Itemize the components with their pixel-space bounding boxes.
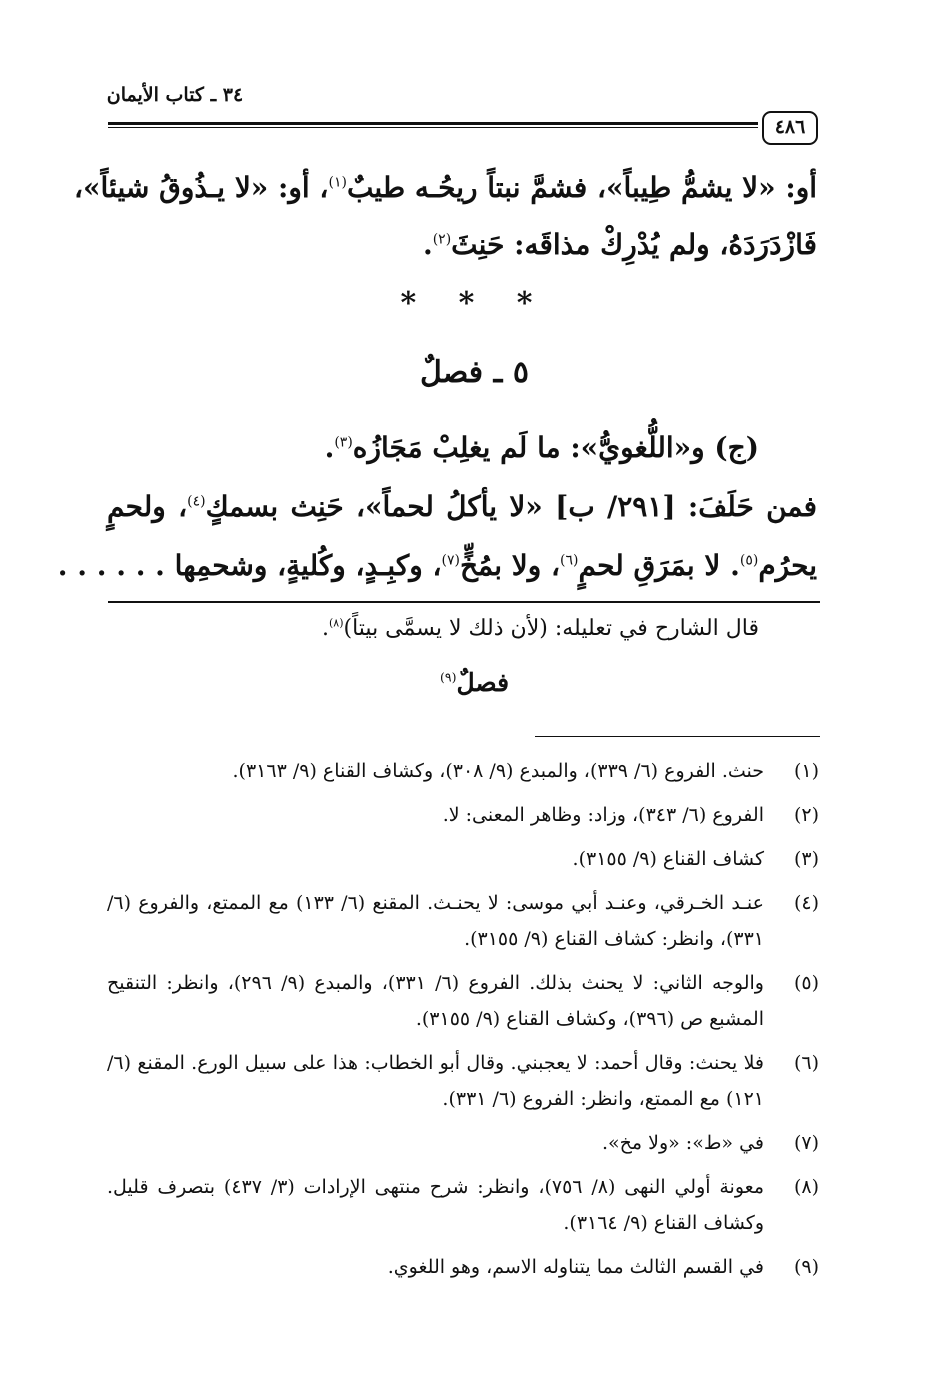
main-line-1 bbox=[73, 168, 817, 208]
footnote-item bbox=[107, 885, 819, 957]
sub-heading-text: فصلٌ bbox=[456, 668, 510, 697]
footnote-number: (٣) bbox=[793, 848, 819, 870]
main-line-3 bbox=[325, 428, 759, 468]
footnote-text: كشاف القناع (٩/ ٣١٥٥). bbox=[572, 848, 764, 870]
footnote-number: (٦) bbox=[793, 1052, 819, 1074]
footnote-ref: (١) bbox=[328, 174, 347, 191]
main-text: فمن حَلَفَ: [٢٩١/ ب] «لا يأكلُ لحماً»، حَنِث بسمكٍ bbox=[205, 490, 817, 523]
section-separator-stars: * * * bbox=[400, 286, 549, 321]
footnote-text: فلا يحنث: وقال أحمد: لا يعجبني. وقال أبو الخطاب: هذا على سبيل الورع. المقنع (٦/ ١٢١) مع الممتع، وانظر: الفروع (٦/ ٣٣١). bbox=[107, 1052, 764, 1110]
footnote-ref: (٢) bbox=[432, 231, 452, 248]
main-text: ، وكبِـدٍ، وكُليةٍ، وشحمِها . . . . . . bbox=[57, 549, 442, 582]
main-text: . bbox=[324, 431, 335, 464]
footnote-text: عنـد الخـرقي، وعنـد أبي موسى: لا يحنـث. المقنع (٦/ ١٣٣) مع الممتع، والفروع (٦/ ٣٣١)، وانظر: كشاف القناع (٩/ ٣١٥٥). bbox=[107, 892, 764, 950]
main-line-2 bbox=[423, 225, 817, 265]
footnote-ref: (٥) bbox=[739, 552, 759, 569]
footnote-item bbox=[107, 841, 819, 877]
footnote-item bbox=[107, 1045, 819, 1117]
commentary-text: . bbox=[321, 616, 329, 641]
footnote-text: الفروع (٦/ ٣٤٣)، وزاد: وظاهر المعنى: لا. bbox=[442, 804, 764, 826]
footnote-text: في «ط»: «ولا مخ». bbox=[601, 1132, 764, 1154]
footnote-item bbox=[107, 1169, 819, 1241]
footnote-ref: (٤) bbox=[187, 493, 206, 510]
running-header-title: ٣٤ ـ كتاب الأيمان bbox=[106, 84, 244, 106]
footnote-text: معونة أولي النهى (٨/ ٧٥٦)، وانظر: شرح منتهى الإرادات (٣/ ٤٣٧) بتصرف قليل. وكشاف القناع (٩/ ٣١٦٤). bbox=[107, 1176, 764, 1234]
footnote-ref: (٨) bbox=[328, 616, 344, 630]
footnote-ref: (٧) bbox=[441, 552, 460, 569]
commentary-separator bbox=[108, 601, 820, 603]
section-title: ٥ ـ فصلٌ bbox=[420, 355, 529, 390]
main-text: ، ولحمٍ bbox=[107, 490, 188, 523]
page-number: ٤٨٦ bbox=[762, 111, 818, 145]
footnote-number: (٩) bbox=[793, 1256, 819, 1278]
footnote-number: (٤) bbox=[793, 892, 819, 914]
main-text: يحرُم bbox=[758, 549, 817, 582]
footnote-number: (١) bbox=[793, 760, 819, 782]
header-rule bbox=[108, 122, 758, 128]
commentary-line bbox=[322, 611, 759, 647]
footnote-text: والوجه الثاني: لا يحنث بذلك. الفروع (٦/ ٣٣١)، والمبدع (٩/ ٢٩٦)، وانظر: التنقيح المشبع ص (٣٩٦)، وكشاف القناع (٩/ ٣١٥٥). bbox=[107, 972, 764, 1030]
footnote-text: حنث. الفروع (٦/ ٣٣٩)، والمبدع (٩/ ٣٠٨)، وكشاف القناع (٩/ ٣١٦٣). bbox=[232, 760, 764, 782]
footnote-number: (٢) bbox=[793, 804, 819, 826]
footnote-item bbox=[107, 1249, 819, 1285]
footnotes-separator bbox=[535, 736, 820, 737]
main-text: أو: «لا يشمُّ طِيباً»، فشمَّ نبتاً ريحُـه طيبٌ bbox=[346, 171, 817, 204]
footnote-number: (٧) bbox=[793, 1132, 819, 1154]
footnote-ref: (٦) bbox=[560, 552, 579, 569]
main-line-4 bbox=[107, 487, 817, 527]
footnote-text: في القسم الثالث مما يتناوله الاسم، وهو اللغوي. bbox=[387, 1256, 764, 1278]
footnote-number: (٥) bbox=[793, 972, 819, 994]
main-text: (ج) و«اللُّغويُّ»: ما لَم يغلِبْ مَجَازُه bbox=[352, 431, 759, 464]
footnote-item bbox=[107, 965, 819, 1037]
main-line-5 bbox=[57, 546, 817, 586]
footnotes-list bbox=[107, 753, 819, 1285]
footnote-item bbox=[107, 1125, 819, 1161]
main-text: . bbox=[422, 228, 433, 261]
main-text: ، ولا بمُخٍّ bbox=[459, 549, 561, 582]
footnote-ref: (٩) bbox=[439, 669, 457, 685]
footnote-item bbox=[107, 753, 819, 789]
commentary-text: قال الشارح في تعليله: (لأن ذلك لا يسمَّى بيتاً) bbox=[343, 616, 759, 641]
main-text: فَازْدَرَدَهُ، ولم يُدْرِكْ مذاقَه: حَنِثَ bbox=[451, 228, 817, 261]
main-text: . لا بمَرَقِ لحمٍ bbox=[578, 549, 740, 582]
footnote-number: (٨) bbox=[793, 1176, 819, 1198]
footnote-ref: (٣) bbox=[334, 434, 353, 451]
sub-heading bbox=[0, 668, 949, 697]
main-text: ، أو: «لا يـذُوقُ شيئاً»، bbox=[73, 171, 329, 204]
footnote-item bbox=[107, 797, 819, 833]
